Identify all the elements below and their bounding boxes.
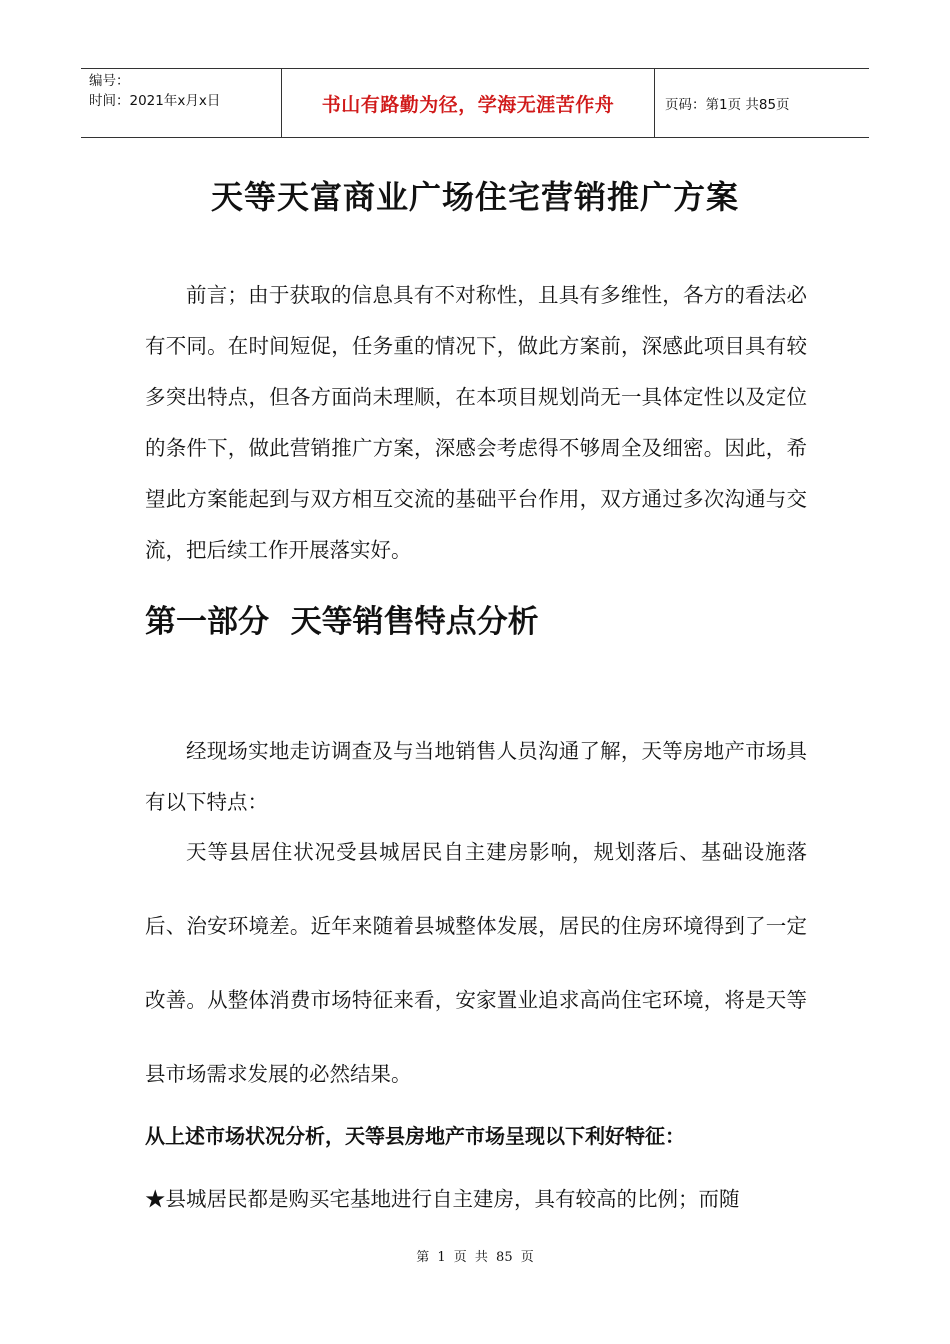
bold-statement: 从上述市场状况分析，天等县房地产市场呈现以下利好特征： [145, 1124, 685, 1148]
section-heading: 第一部分 天等销售特点分析 [145, 604, 539, 640]
star-list-item: ★县城居民都是购买宅基地进行自主建房，具有较高的比例；而随 [145, 1187, 740, 1211]
document-title: 天等天富商业广场住宅营销推广方案 [210, 178, 739, 216]
header-motto-cell [282, 69, 655, 137]
motto-text: 书山有路勤为径，学海无涯苦作舟 [321, 93, 615, 116]
time-label: 时间：2021年x月x日 [89, 93, 221, 109]
market-paragraph: 天等县居住状况受县城居民自主建房影响，规划落后、基础设施落后、治安环境差。近年来随着县城整体发展，居民的住房环境得到了一定改善。从整体消费市场特征来看，安家置业追求高尚住宅环境，将是天等县市场需求发展的必然结果。 [145, 840, 807, 1086]
page-info: 页码：第1页 共85页 [665, 97, 790, 113]
number-label: 编号： [89, 73, 130, 89]
page-footer: 第 1 页 共 85 页 [416, 1250, 534, 1265]
header-meta-cell [81, 69, 282, 137]
preface-paragraph: 前言；由于获取的信息具有不对称性，且具有多维性，各方的看法必有不同。在时间短促，任务重的情况下，做此方案前，深感此项目具有较多突出特点，但各方面尚未理顺，在本项目规划尚无一具体定性以及定位的条件下，做此营销推广方案，深感会考虑得不够周全及细密。因此，希望此方案能起到与双方相互交流的基础平台作用，双方通过多次沟通与交流，把后续工作开展落实好。 [145, 283, 807, 562]
document-header [81, 68, 869, 138]
intro-paragraph: 经现场实地走访调查及与当地销售人员沟通了解，天等房地产市场具有以下特点： [145, 739, 807, 814]
header-page-cell [655, 69, 869, 137]
